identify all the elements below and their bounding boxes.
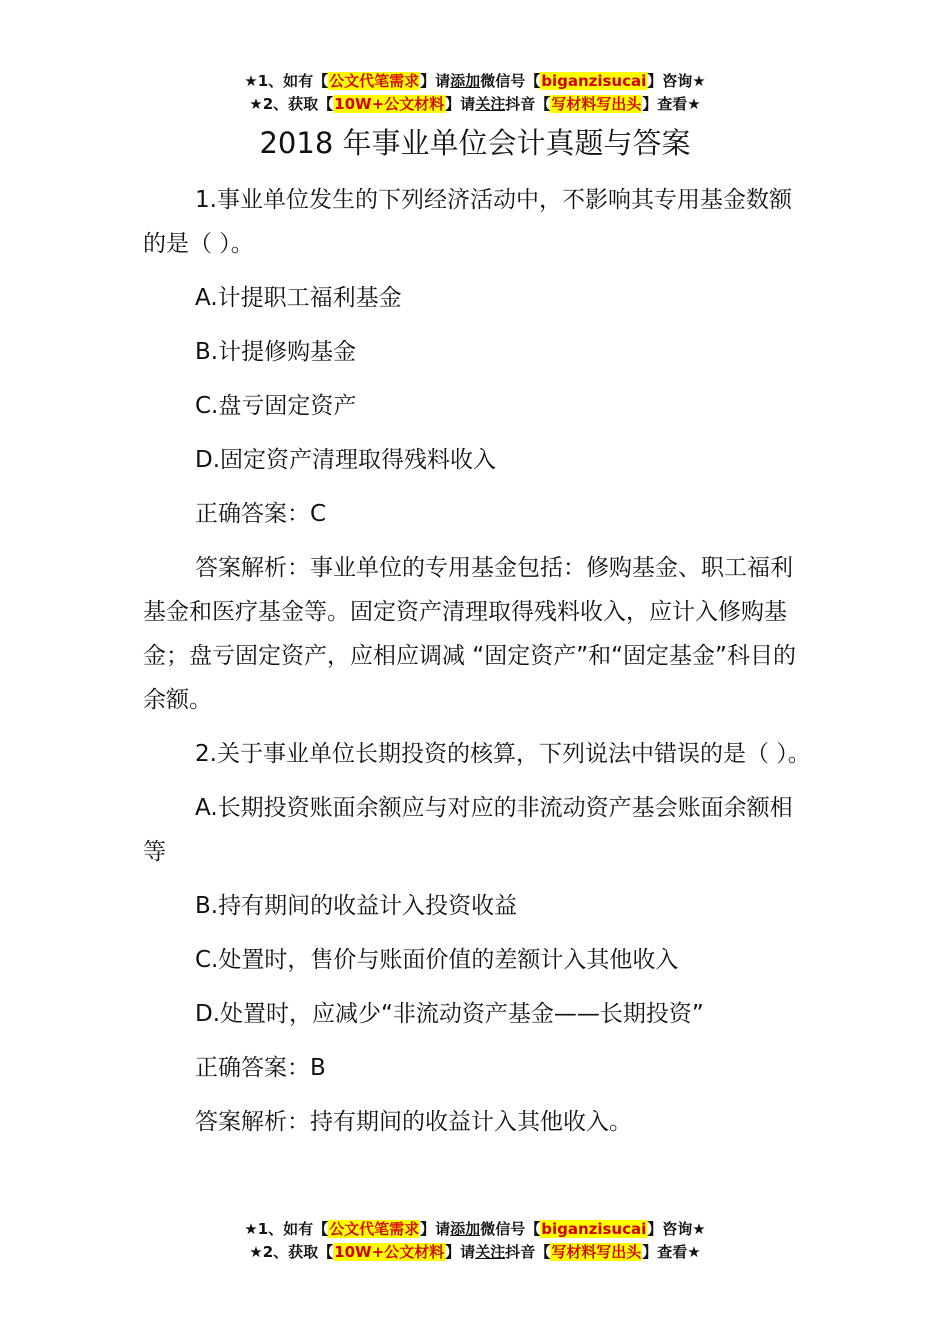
option-a: A.计提职工福利基金 xyxy=(195,285,402,311)
promo-text: 】请 xyxy=(445,95,476,113)
promo-text: 】请 xyxy=(445,1243,476,1261)
star-icon: ★ xyxy=(249,1243,263,1261)
question-stem: 1.事业单位发生的下列经济活动中，不影响其专用基金数额的是（ ）。 xyxy=(143,187,792,257)
star-icon: ★ xyxy=(244,72,258,90)
promo-line-2 xyxy=(0,1241,950,1264)
promo-underline: 添加 xyxy=(450,1220,481,1238)
star-icon: ★ xyxy=(687,1243,701,1261)
promo-banner-top xyxy=(0,70,950,116)
promo-highlight: 公文代笔需求 xyxy=(329,1220,420,1238)
promo-text: 1、如有【 xyxy=(257,72,329,90)
promo-highlight: 10W+公文材料 xyxy=(334,1243,445,1261)
promo-text: 2、获取【 xyxy=(262,95,334,113)
page-title: 2018 年事业单位会计真题与答案 xyxy=(259,126,691,160)
option-a: A.长期投资账面余额应与对应的非流动资产基会账面余额相等 xyxy=(143,795,793,865)
promo-text: 】请 xyxy=(420,1220,451,1238)
promo-highlight: 10W+公文材料 xyxy=(334,95,445,113)
promo-text: 微信号【 xyxy=(480,72,541,90)
option-d: D.处置时，应减少“非流动资产基金——长期投资” xyxy=(195,1001,704,1027)
star-icon: ★ xyxy=(687,95,701,113)
wechat-id-highlight: biganzisucai xyxy=(541,1220,647,1238)
promo-text: 抖音【 xyxy=(505,95,551,113)
promo-text: 】咨询 xyxy=(647,1220,693,1238)
answer-analysis: 答案解析：事业单位的专用基金包括：修购基金、职工福利基金和医疗基金等。固定资产清理取得残料收入，应计入修购基金；盘亏固定资产，应相应调减 “固定资产”和“固定基金”科目的余额。 xyxy=(143,555,796,713)
promo-text: 】请 xyxy=(420,72,451,90)
promo-line-2 xyxy=(0,93,950,116)
promo-text: 】查看 xyxy=(642,1243,688,1261)
promo-highlight: 公文代笔需求 xyxy=(329,72,420,90)
promo-text: 】查看 xyxy=(642,95,688,113)
promo-line-1 xyxy=(0,70,950,93)
douyin-highlight: 写材料写出头 xyxy=(551,1243,642,1261)
promo-text: 2、获取【 xyxy=(262,1243,334,1261)
promo-line-1 xyxy=(0,1218,950,1241)
promo-text: 微信号【 xyxy=(480,1220,541,1238)
wechat-id-highlight: biganzisucai xyxy=(541,72,647,90)
option-b: B.持有期间的收益计入投资收益 xyxy=(195,893,518,919)
promo-underline: 添加 xyxy=(450,72,481,90)
douyin-highlight: 写材料写出头 xyxy=(551,95,642,113)
star-icon: ★ xyxy=(692,72,706,90)
exam-content xyxy=(143,178,811,1154)
option-c: C.盘亏固定资产 xyxy=(195,393,357,419)
option-d: D.固定资产清理取得残料收入 xyxy=(195,447,497,473)
correct-answer: 正确答案：C xyxy=(195,501,327,527)
answer-analysis: 答案解析：持有期间的收益计入其他收入。 xyxy=(195,1109,632,1135)
star-icon: ★ xyxy=(692,1220,706,1238)
option-b: B.计提修购基金 xyxy=(195,339,357,365)
promo-banner-bottom xyxy=(0,1218,950,1264)
promo-text: 1、如有【 xyxy=(257,1220,329,1238)
star-icon: ★ xyxy=(249,95,263,113)
question-stem: 2.关于事业单位长期投资的核算，下列说法中错误的是（ ）。 xyxy=(195,741,811,767)
star-icon: ★ xyxy=(244,1220,258,1238)
promo-text: 】咨询 xyxy=(647,72,693,90)
promo-underline: 关注 xyxy=(475,95,506,113)
promo-text: 抖音【 xyxy=(505,1243,551,1261)
option-c: C.处置时，售价与账面价值的差额计入其他收入 xyxy=(195,947,679,973)
promo-underline: 关注 xyxy=(475,1243,506,1261)
correct-answer: 正确答案：B xyxy=(195,1055,326,1081)
